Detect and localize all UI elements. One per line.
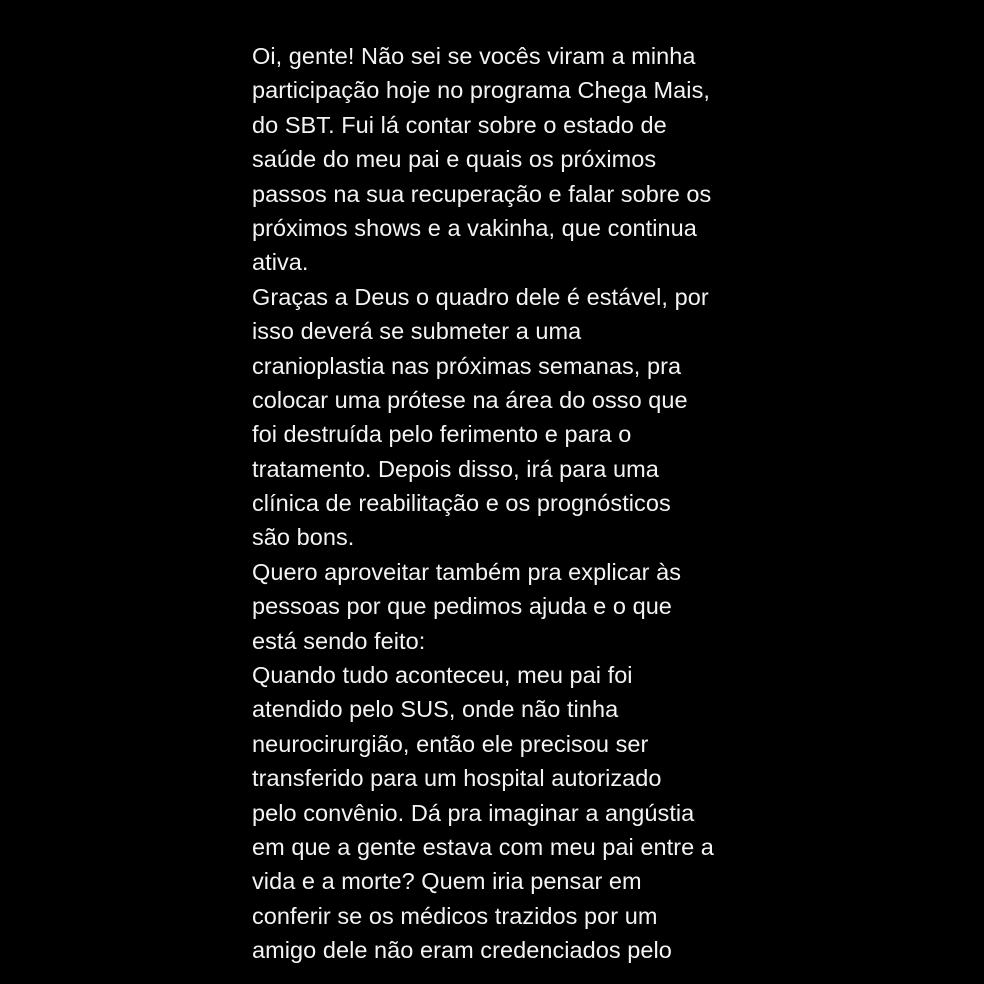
text-line: tratamento. Depois disso, irá para uma	[252, 455, 659, 482]
story-text	[252, 39, 752, 968]
text-line: Graças a Deus o quadro dele é estável, por	[252, 283, 709, 310]
text-line: clínica de reabilitação e os prognósticos	[252, 490, 671, 517]
text-line: saúde do meu pai e quais os próximos	[252, 146, 657, 173]
text-line: participação hoje no programa Chega Mais,	[252, 77, 710, 104]
text-line: isso deverá se submeter a uma	[252, 318, 582, 345]
text-line: vida e a morte? Quem iria pensar em	[252, 868, 642, 895]
text-line: foi destruída pelo ferimento e para o	[252, 421, 632, 448]
text-line: cranioplastia nas próximas semanas, pra	[252, 352, 682, 379]
text-line: pessoas por que pedimos ajuda e o que	[252, 593, 672, 620]
text-line: Oi, gente! Não sei se vocês viram a minha	[252, 43, 696, 69]
text-line: transferido para um hospital autorizado	[252, 765, 662, 792]
text-line: do SBT. Fui lá contar sobre o estado de	[252, 111, 667, 138]
text-line: Quero aproveitar também pra explicar às	[252, 558, 682, 585]
text-line: atendido pelo SUS, onde não tinha	[252, 696, 619, 723]
text-line: pelo convênio. Dá pra imaginar a angústia	[252, 799, 695, 826]
text-line: amigo dele não eram credenciados pelo	[252, 937, 672, 964]
text-line: passos na sua recuperação e falar sobre os	[252, 180, 712, 207]
text-line: são bons.	[252, 524, 355, 551]
text-line: está sendo feito:	[252, 627, 426, 654]
text-line: colocar uma prótese na área do osso que	[252, 386, 688, 413]
text-line: ativa.	[252, 249, 309, 276]
text-line: Quando tudo aconteceu, meu pai foi	[252, 662, 633, 689]
text-line: conferir se os médicos trazidos por um	[252, 902, 658, 929]
text-line: próximos shows e a vakinha, que continua	[252, 214, 697, 241]
text-line: neurocirurgião, então ele precisou ser	[252, 730, 649, 757]
text-line: em que a gente estava com meu pai entre a	[252, 833, 714, 860]
